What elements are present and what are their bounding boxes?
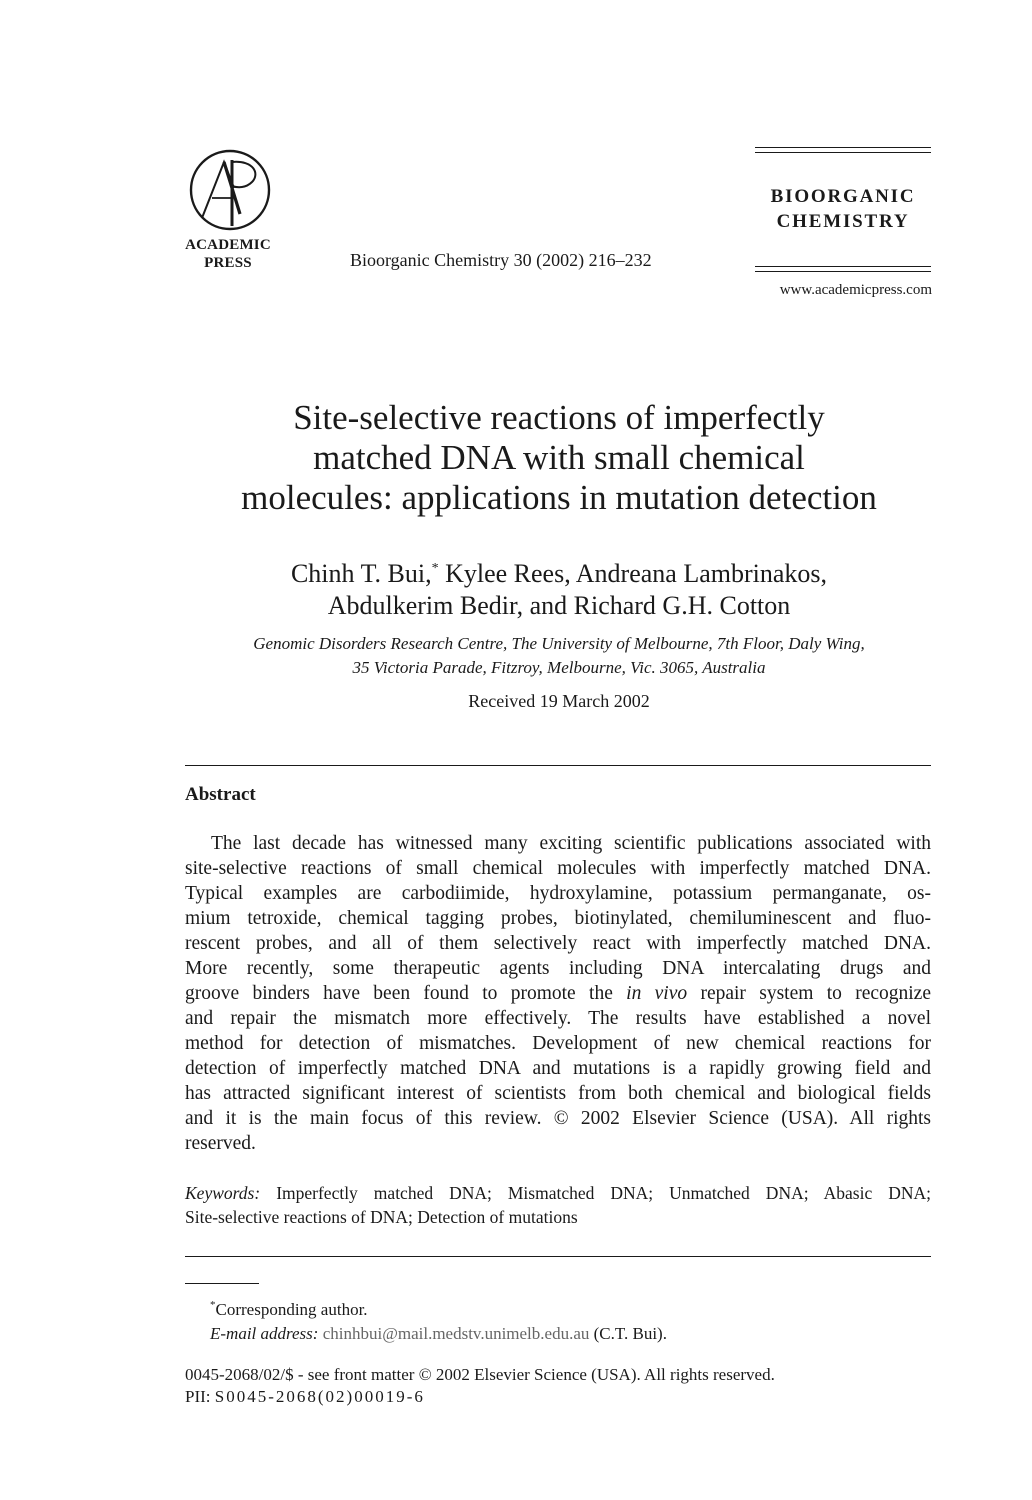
abstract-line: method for detection of mismatches. Development of new chemical reactions for bbox=[185, 1033, 931, 1054]
pii-code: S0045-2068(02)00019-6 bbox=[214, 1387, 425, 1406]
title-line: molecules: applications in mutation detection bbox=[241, 478, 877, 517]
abstract-line: rescent probes, and all of them selectively react with imperfectly matched DNA. bbox=[185, 933, 931, 954]
title-line: matched DNA with small chemical bbox=[313, 438, 805, 477]
journal-citation: Bioorganic Chemistry 30 (2002) 216–232 bbox=[350, 250, 652, 270]
abstract-line: site-selective reactions of small chemical molecules with imperfectly matched DNA. bbox=[185, 858, 931, 879]
keywords-bottom-rule bbox=[185, 1256, 931, 1257]
keywords-text: Imperfectly matched DNA; Mismatched DNA; Unmatched DNA; Abasic DNA; bbox=[260, 1183, 931, 1203]
journal-title-line2: CHEMISTRY bbox=[776, 211, 910, 232]
abstract-line: reserved. bbox=[185, 1133, 256, 1154]
journal-rule-top-1 bbox=[755, 147, 931, 148]
abstract-line: Typical examples are carbodiimide, hydroxylamine, potassium permanganate, os- bbox=[185, 883, 931, 904]
abstract-line-text: repair system to recognize bbox=[687, 983, 931, 1004]
author-first: Chinh T. Bui, bbox=[290, 559, 432, 588]
publisher-name-line1: ACADEMIC bbox=[185, 237, 271, 253]
footnote bbox=[210, 1293, 667, 1346]
journal-title bbox=[755, 184, 931, 234]
pii-label: PII: bbox=[185, 1387, 215, 1406]
abstract-body bbox=[185, 831, 931, 1156]
abstract-line: More recently, some therapeutic agents including DNA intercalating drugs and bbox=[185, 958, 931, 979]
abstract-line: The last decade has witnessed many exciting scientific publications associated with bbox=[211, 833, 931, 854]
authors-line1 bbox=[160, 553, 958, 590]
journal-title-line1: BIOORGANIC bbox=[770, 186, 916, 207]
journal-url: www.academicpress.com bbox=[779, 282, 932, 298]
authors-rest: Kylee Rees, Andreana Lambrinakos, bbox=[438, 559, 828, 588]
abstract-line: and repair the mismatch more effectively. The results have established a novel bbox=[185, 1008, 931, 1029]
journal-rule-bottom-1 bbox=[755, 266, 931, 267]
received-date: Received 19 March 2002 bbox=[468, 691, 650, 711]
copyright-line: 0045-2068/02/$ - see front matter © 2002 Elsevier Science (USA). All rights reserved. bbox=[185, 1365, 775, 1384]
affiliation bbox=[160, 632, 958, 680]
copyright-block bbox=[185, 1364, 775, 1408]
abstract-line: detection of imperfectly matched DNA and mutations is a rapidly growing field and bbox=[185, 1058, 931, 1079]
footnote-rule bbox=[185, 1283, 259, 1284]
abstract-heading: Abstract bbox=[185, 784, 256, 805]
journal-rule-top-2 bbox=[755, 152, 931, 153]
paper-title bbox=[160, 398, 958, 518]
abstract-italic-phrase: in vivo bbox=[626, 983, 688, 1004]
publisher-name bbox=[178, 236, 278, 272]
abstract-line: and it is the main focus of this review. © 2002 Elsevier Science (USA). All rights bbox=[185, 1108, 931, 1129]
email-link[interactable]: chinhbui@mail.medstv.unimelb.edu.au bbox=[322, 1324, 590, 1343]
authors bbox=[160, 553, 958, 622]
abstract-line bbox=[185, 981, 931, 1006]
affiliation-line: 35 Victoria Parade, Fitzroy, Melbourne, Vic. 3065, Australia bbox=[352, 658, 766, 677]
footnote-mark: * bbox=[210, 1299, 216, 1311]
abstract-top-rule bbox=[185, 765, 931, 766]
footnote-corresponding bbox=[210, 1293, 667, 1322]
authors-line2: Abdulkerim Bedir, and Richard G.H. Cotton bbox=[327, 591, 791, 620]
journal-rule-bottom-2 bbox=[755, 271, 931, 272]
footnote-email bbox=[210, 1322, 667, 1346]
keywords-line2: Site-selective reactions of DNA; Detection of mutations bbox=[185, 1207, 578, 1227]
keywords-label: Keywords: bbox=[185, 1183, 261, 1203]
corresponding-mark: * bbox=[431, 561, 439, 576]
email-label: E-mail address: bbox=[210, 1324, 319, 1343]
title-line: Site-selective reactions of imperfectly bbox=[293, 398, 825, 437]
publisher-name-line2: PRESS bbox=[204, 255, 252, 271]
affiliation-line: Genomic Disorders Research Centre, The University of Melbourne, 7th Floor, Daly Wing, bbox=[253, 634, 865, 653]
abstract-line: has attracted significant interest of scientists from both chemical and biological fields bbox=[185, 1083, 931, 1104]
abstract-line-text: groove binders have been found to promote the bbox=[185, 983, 627, 1004]
keywords-line1 bbox=[185, 1181, 931, 1205]
footnote-corresponding-text: Corresponding author. bbox=[215, 1300, 368, 1319]
keywords bbox=[185, 1181, 931, 1229]
academic-press-logo bbox=[188, 148, 272, 232]
pii-line bbox=[185, 1386, 775, 1408]
abstract-line: mium tetroxide, chemical tagging probes, biotinylated, chemiluminescent and fluo- bbox=[185, 908, 931, 929]
email-suffix: (C.T. Bui). bbox=[589, 1324, 667, 1343]
